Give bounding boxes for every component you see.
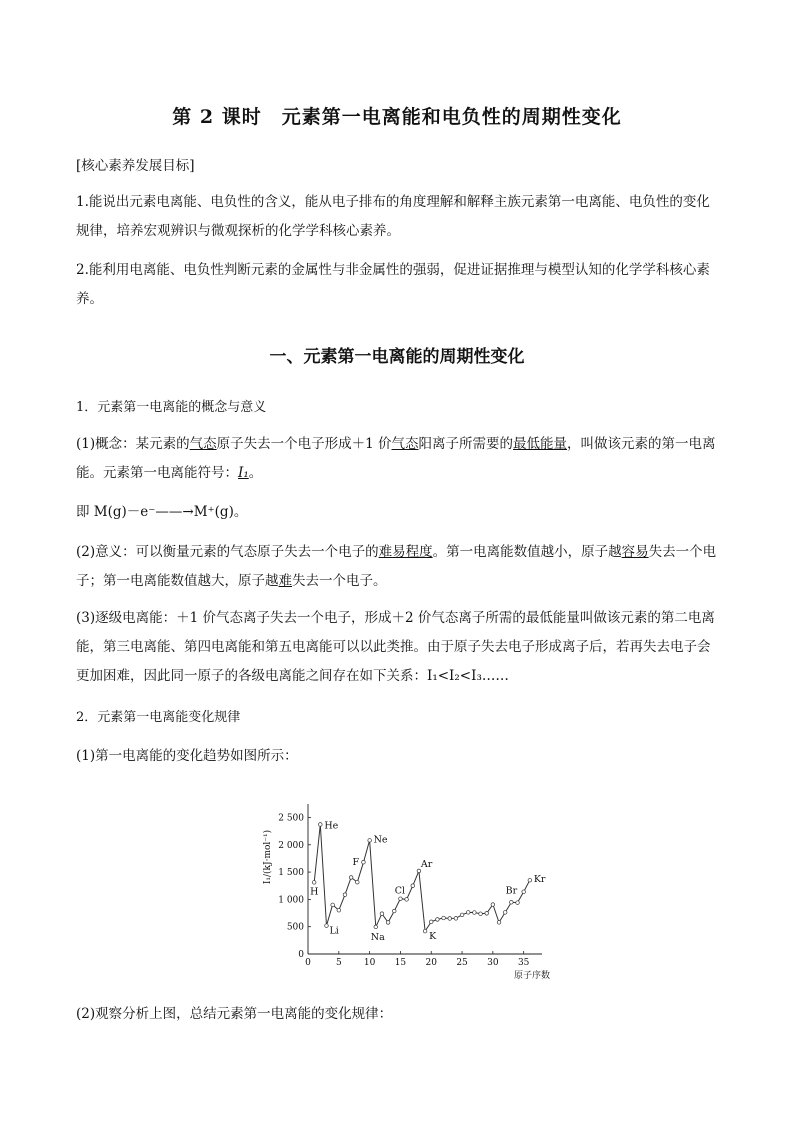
point-label: He: [324, 820, 339, 832]
point-label: H: [310, 886, 319, 898]
y-tick-label: 0: [298, 950, 304, 960]
data-point: [436, 918, 440, 922]
data-point: [466, 911, 470, 915]
point-label: Kr: [533, 874, 546, 886]
data-point: [386, 921, 390, 925]
point-label: Li: [329, 925, 339, 937]
point-label: K: [429, 931, 437, 943]
data-point: [473, 911, 477, 915]
data-point: [485, 912, 489, 916]
data-point: [460, 913, 464, 917]
data-point: [497, 921, 501, 925]
y-tick-label: 500: [286, 922, 304, 933]
y-tick-label: 1 000: [278, 895, 304, 906]
paragraph-meaning: (2)意义：可以衡量元素的气态原子失去一个电子的难易程度。第一电离能数值越小，原子越容易失去一个电子；第一电离能数值越大，原子越难失去一个电子。: [76, 544, 717, 589]
subheading-2: 2．元素第一电离能变化规律: [76, 710, 241, 725]
y-tick-label: 2 000: [278, 840, 304, 851]
goals-heading: [核心素养发展目标]: [76, 158, 195, 174]
point-label: Cl: [394, 885, 406, 897]
x-tick-label: 30: [487, 958, 499, 968]
y-tick-label: 2 500: [278, 813, 304, 824]
data-point: [355, 880, 359, 884]
data-point: [522, 890, 526, 894]
data-point: [491, 903, 495, 907]
goal-item-1: 1.能说出元素电离能、电负性的含义，能从电子排布的角度理解和解释主族元素第一电离能、电负性的变化规律，培养宏观辨识与微观探析的化学学科核心素养。: [76, 194, 710, 239]
data-point: [411, 884, 415, 888]
y-axis-label: I₁/(kJ·mol⁻¹): [263, 829, 273, 885]
paragraph-question: (2)观察分析上图，总结元素第一电离能的变化规律：: [76, 1006, 393, 1022]
goal-item-2: 2.能利用电离能、电负性判断元素的金属性与非金属性的强弱，促进证据推理与模型认知的化学学科核心素养。: [76, 262, 710, 307]
paragraph-chart-intro: (1)第一电离能的变化趋势如图所示：: [76, 748, 298, 764]
x-tick-label: 25: [456, 958, 468, 968]
x-axis-label: 原子序数: [513, 971, 551, 981]
data-point: [343, 893, 347, 897]
data-point: [374, 925, 378, 929]
data-point: [442, 916, 446, 920]
data-point: [423, 929, 427, 933]
section-heading: 一、元素第一电离能的周期性变化: [269, 347, 525, 367]
x-tick-label: 10: [363, 958, 376, 968]
x-tick-label: 5: [335, 958, 342, 968]
point-label: Br: [505, 885, 518, 897]
point-label: Ne: [373, 834, 388, 846]
data-point: [503, 911, 507, 915]
data-point: [510, 900, 514, 904]
page-title: 第 2 课时 元素第一电离能和电负性的周期性变化: [172, 106, 622, 128]
data-point: [349, 876, 353, 880]
data-point: [454, 917, 458, 921]
data-point: [399, 897, 403, 901]
x-tick-label: 35: [517, 958, 530, 968]
data-point: [528, 878, 532, 882]
point-label: Ar: [420, 858, 433, 870]
x-tick-label: 15: [394, 958, 407, 968]
x-tick-label: 20: [425, 958, 437, 968]
data-point: [448, 917, 452, 921]
data-point: [319, 823, 323, 827]
data-point: [362, 860, 366, 864]
point-label: F: [352, 857, 360, 869]
data-point: [392, 909, 396, 913]
point-label: Na: [370, 931, 385, 943]
paragraph-concept: (1)概念：某元素的气态原子失去一个电子形成＋1 价气态阳离子所需要的最低能量，叫做该元素的第一电离能。元素第一电离能符号：I₁。: [76, 436, 716, 481]
subheading-1: 1．元素第一电离能的概念与意义: [76, 400, 267, 415]
series-line: [314, 825, 530, 932]
ionization-energy-chart: [252, 782, 552, 987]
data-point: [429, 920, 433, 924]
equation-line: 即 M(g)－e⁻——→M⁺(g)。: [76, 504, 248, 520]
data-point: [479, 912, 483, 916]
y-tick-label: 1 500: [278, 868, 304, 879]
data-point: [337, 908, 341, 912]
data-point: [312, 881, 316, 885]
data-point: [405, 898, 409, 902]
data-point: [325, 924, 329, 928]
data-point: [368, 839, 372, 843]
data-point: [516, 901, 520, 905]
x-tick-label: 0: [305, 958, 311, 968]
paragraph-successive: (3)逐级电离能：＋1 价气态离子失去一个电子，形成＋2 价气态离子所需的最低能量叫做该元素的第二电离能，第三电离能、第四电离能和第五电离能可以以此类推。由于原子失去电子形成离子后，若再失去电子会更加困难，因此同一原子的各级电离能之间存在如下关系：I₁<I₂<I₃……: [76, 610, 715, 684]
data-point: [380, 912, 384, 916]
data-point: [331, 903, 335, 907]
